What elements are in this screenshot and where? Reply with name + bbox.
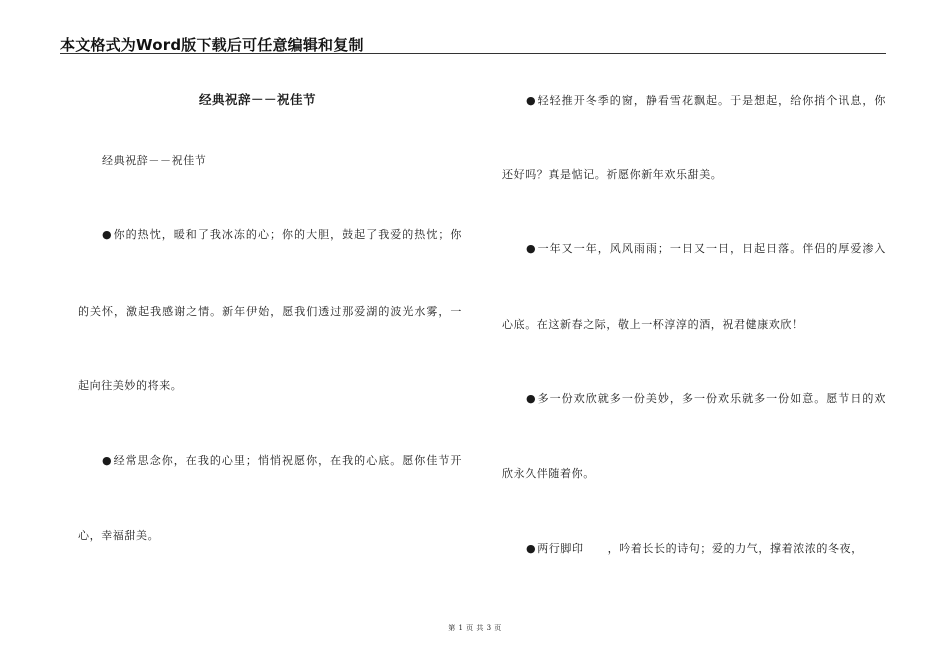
paragraph-2-line-1: ●经常思念你，在我的心里；悄悄祝愿你，在我的心底。愿你佳节开 (102, 454, 462, 467)
paragraph-4-line-1: ●一年又一年，风风雨雨；一日又一日，日起日落。伴侣的厚爱渗入 (526, 242, 886, 255)
paragraph-5-line-2: 欣永久伴随着你。 (502, 467, 595, 480)
page-number-footer: 第 1 页 共 3 页 (448, 624, 502, 632)
subtitle-line: 经典祝辞－－祝佳节 (102, 154, 207, 167)
bullet-icon: ● (102, 454, 113, 467)
bullet-icon: ● (526, 542, 537, 555)
bullet-icon: ● (102, 228, 113, 241)
bullet-icon: ● (526, 94, 537, 107)
header-divider (60, 53, 886, 54)
paragraph-4-line-2: 心底。在这新春之际，敬上一杯淳淳的酒，祝君健康欢欣！ (502, 318, 804, 331)
paragraph-1-line-1: ●你的热忱，暖和了我冰冻的心；你的大胆，鼓起了我爱的热忱；你 (102, 228, 462, 241)
paragraph-2-line-2: 心，幸福甜美。 (78, 529, 160, 542)
paragraph-3-line-2: 还好吗？真是惦记。祈愿你新年欢乐甜美。 (502, 168, 723, 181)
paragraph-6-line-1: ●两行脚印 ，吟着长长的诗句；爱的力气，撑着浓浓的冬夜， (526, 542, 863, 555)
paragraph-1-line-2: 的关怀，激起我感谢之情。新年伊始，愿我们透过那爱湖的波光水雾，一 (78, 305, 462, 318)
paragraph-3-line-1: ●轻轻推开冬季的窗，静看雪花飘起。于是想起，给你捎个讯息，你 (526, 94, 886, 107)
bullet-icon: ● (526, 392, 537, 405)
bullet-icon: ● (526, 242, 537, 255)
document-header: 本文格式为Word版下载后可任意编辑和复制 (60, 36, 364, 54)
paragraph-1-line-3: 起向往美妙的将来。 (78, 379, 183, 392)
paragraph-5-line-1: ●多一份欢欣就多一份美妙，多一份欢乐就多一份如意。愿节日的欢 (526, 392, 886, 405)
document-title: 经典祝辞－－祝佳节 (199, 92, 317, 107)
